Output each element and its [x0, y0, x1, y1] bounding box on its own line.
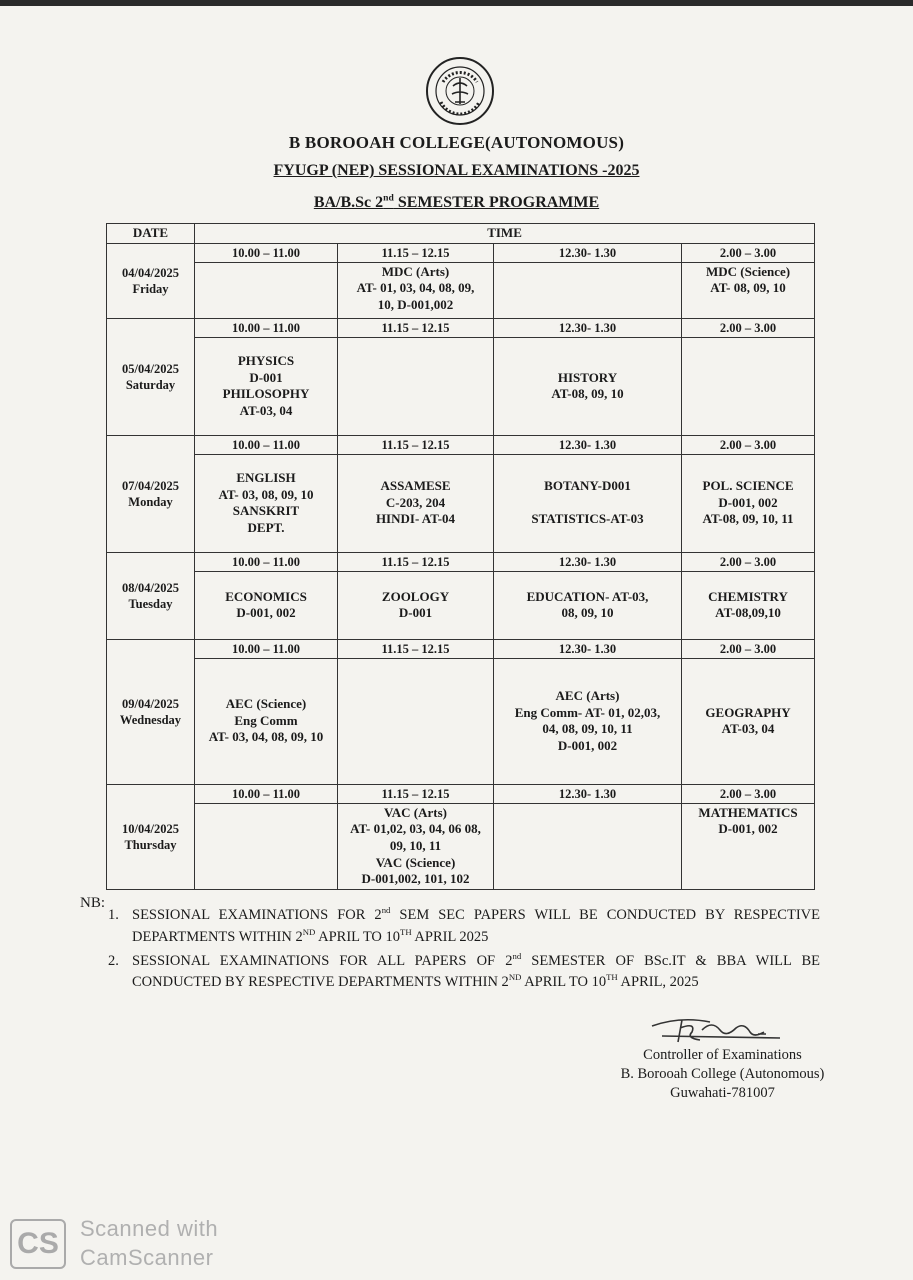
- exam-line: MATHEMATICS: [698, 804, 798, 820]
- exam-slot-cell: [338, 658, 494, 784]
- date-cell: [107, 784, 195, 889]
- note-1: [108, 905, 820, 949]
- exam-date: 05/04/2025: [122, 361, 179, 376]
- college-seal-icon: [425, 56, 495, 126]
- exam-line: ZOOLOGY: [381, 588, 450, 604]
- slot-time: 2.00 – 3.00: [682, 435, 815, 454]
- slot-time: 11.15 – 12.15: [338, 243, 494, 262]
- exam-slot-cell: [338, 454, 494, 552]
- slot-time: 12.30- 1.30: [494, 552, 682, 571]
- exam-line: PHYSICS: [237, 352, 295, 368]
- college-address-line: B. Borooah College (Autonomous): [620, 1065, 825, 1082]
- slot-time: 10.00 – 11.00: [195, 639, 338, 658]
- slot-time: 12.30- 1.30: [494, 318, 682, 337]
- exam-row: [107, 262, 815, 318]
- exam-line: DEPT.: [247, 519, 285, 535]
- exam-line: HISTORY: [557, 369, 618, 385]
- exam-slot-cell: [682, 454, 815, 552]
- exam-date: 04/04/2025: [122, 265, 179, 280]
- exam-line: 10, D-001,002: [377, 296, 454, 312]
- slot-time: 11.15 – 12.15: [338, 552, 494, 571]
- exam-row: [107, 803, 815, 889]
- time-slot-row: [107, 318, 815, 337]
- camscanner-watermark: Scanned with CamScanner: [80, 1216, 219, 1270]
- exam-line: AT- 03, 04, 08, 09, 10: [208, 729, 324, 745]
- exam-line: SANSKRIT: [232, 503, 300, 519]
- exam-day: Wednesday: [119, 712, 182, 727]
- slot-time: 2.00 – 3.00: [682, 243, 815, 262]
- exam-date: 07/04/2025: [122, 478, 179, 493]
- exam-line: VAC (Science): [375, 854, 456, 870]
- exam-slot-cell: [338, 803, 494, 889]
- college-name: B BOROOAH COLLEGE(AUTONOMOUS): [288, 133, 625, 152]
- time-slot-row: [107, 784, 815, 803]
- exam-line: MDC (Science): [705, 263, 791, 279]
- note-2: [108, 951, 820, 995]
- exam-line: D-001,002, 101, 102: [361, 871, 470, 887]
- exam-line: AEC (Science): [225, 696, 307, 712]
- time-slot-row: [107, 552, 815, 571]
- exam-slot-cell: [338, 337, 494, 435]
- slot-time: 12.30- 1.30: [494, 243, 682, 262]
- exam-slot-cell: [682, 658, 815, 784]
- controller-signature-block: [600, 1046, 845, 1103]
- exam-slot-cell: [682, 337, 815, 435]
- slot-time: 10.00 – 11.00: [195, 784, 338, 803]
- exam-line: BOTANY-D001: [544, 478, 631, 494]
- exam-line: PHILOSOPHY: [222, 386, 310, 402]
- exam-row: [107, 337, 815, 435]
- exam-slot-cell: [494, 262, 682, 318]
- exam-slot-cell: [195, 454, 338, 552]
- exam-row: [107, 454, 815, 552]
- exam-date: 09/04/2025: [122, 696, 179, 711]
- date-cell: [107, 243, 195, 318]
- slot-time: 12.30- 1.30: [494, 784, 682, 803]
- exam-line: Eng Comm: [234, 712, 298, 728]
- exam-date: 08/04/2025: [122, 580, 179, 595]
- exam-line: C-203, 204: [385, 494, 446, 510]
- exam-line: D-001, 002: [557, 737, 618, 753]
- notes: [108, 905, 820, 996]
- exam-slot-cell: [195, 262, 338, 318]
- exam-line: EDUCATION- AT-03,: [526, 588, 649, 604]
- exam-line: AT-03, 04: [239, 402, 293, 418]
- exam-day: Thursday: [124, 837, 177, 852]
- slot-time: 2.00 – 3.00: [682, 552, 815, 571]
- exam-line: GEOGRAPHY: [705, 704, 791, 720]
- exam-day: Tuesday: [128, 596, 173, 611]
- exam-slot-cell: [195, 803, 338, 889]
- exam-slot-cell: [338, 262, 494, 318]
- exam-line: D-001, 002: [718, 494, 778, 510]
- exam-line: MDC (Arts): [381, 263, 450, 279]
- exam-line: CHEMISTRY: [708, 588, 788, 604]
- exam-slot-cell: [682, 262, 815, 318]
- time-slot-row: [107, 435, 815, 454]
- exam-line: 04, 08, 09, 10, 11: [542, 721, 633, 737]
- exam-day: Monday: [128, 494, 173, 509]
- exam-slot-cell: [195, 337, 338, 435]
- slot-time: 10.00 – 11.00: [195, 243, 338, 262]
- exam-line: 09, 10, 11: [389, 837, 442, 853]
- slot-time: 12.30- 1.30: [494, 639, 682, 658]
- nb-label: NB:: [80, 895, 106, 911]
- slot-time: 11.15 – 12.15: [338, 318, 494, 337]
- exam-line: VAC (Arts): [384, 804, 447, 820]
- slot-time: 2.00 – 3.00: [682, 318, 815, 337]
- slot-time: 11.15 – 12.15: [338, 435, 494, 454]
- exam-line: HINDI- AT-04: [375, 511, 456, 527]
- exam-slot-cell: [195, 571, 338, 639]
- handwritten-signature-icon: [640, 1008, 790, 1048]
- exam-schedule-table: [106, 223, 815, 890]
- exam-line: POL. SCIENCE: [702, 478, 794, 494]
- exam-slot-cell: [494, 337, 682, 435]
- date-cell: [107, 318, 195, 435]
- exam-line: AT-08,09,10: [715, 605, 781, 621]
- scan-edge: [0, 0, 913, 6]
- slot-time: 10.00 – 11.00: [195, 435, 338, 454]
- exam-day: Friday: [132, 281, 169, 296]
- exam-line: D-001: [249, 369, 283, 385]
- exam-line: 08, 09, 10: [561, 605, 614, 621]
- date-cell: [107, 552, 195, 639]
- exam-day: Saturday: [125, 377, 176, 392]
- slot-time: 12.30- 1.30: [494, 435, 682, 454]
- exam-line: D-001, 002: [236, 605, 296, 621]
- exam-slot-cell: [195, 658, 338, 784]
- city-pin: Guwahati-781007: [670, 1084, 775, 1101]
- time-slot-row: [107, 639, 815, 658]
- slot-time: 2.00 – 3.00: [682, 784, 815, 803]
- time-slot-row: [107, 243, 815, 262]
- note-number: 1.: [108, 907, 119, 923]
- exam-slot-cell: [494, 454, 682, 552]
- controller-title: Controller of Examinations: [643, 1047, 802, 1063]
- exam-line: STATISTICS-AT-03: [531, 511, 644, 527]
- slot-time: 11.15 – 12.15: [338, 639, 494, 658]
- exam-line: Eng Comm- AT- 01, 02,03,: [514, 704, 661, 720]
- camscanner-logo-icon: CS: [10, 1219, 66, 1269]
- exam-line: ASSAMESE: [380, 478, 451, 494]
- slot-time: 10.00 – 11.00: [195, 318, 338, 337]
- note-text: SESSIONAL EXAMINATIONS FOR ALL PAPERS OF 2nd SEMESTER OF BSc.IT & BBA WILL BE CONDUCTED BY RESPECTIVE DEPARTMENTS WITHIN 2ND APRIL TO 10TH APRIL, 2025: [132, 950, 820, 991]
- programme-title: BA/B.Sc 2nd SEMESTER PROGRAMME: [313, 192, 600, 211]
- exam-date: 10/04/2025: [122, 821, 179, 836]
- exam-slot-cell: [682, 571, 815, 639]
- date-cell: [107, 435, 195, 552]
- exam-slot-cell: [338, 571, 494, 639]
- exam-line: [497, 495, 678, 512]
- slot-time: 11.15 – 12.15: [338, 784, 494, 803]
- exam-line: AT-08, 09, 10: [551, 386, 624, 402]
- exam-title: FYUGP (NEP) SESSIONAL EXAMINATIONS -2025: [273, 162, 640, 179]
- exam-line: AEC (Arts): [555, 687, 620, 703]
- table-header-row: [107, 224, 815, 244]
- exam-line: AT- 08, 09, 10: [710, 280, 786, 296]
- slot-time: 10.00 – 11.00: [195, 552, 338, 571]
- exam-line: D-001: [398, 605, 433, 621]
- exam-line: AT-08, 09, 10, 11: [702, 511, 794, 527]
- exam-slot-cell: [494, 803, 682, 889]
- exam-line: ECONOMICS: [225, 588, 307, 604]
- exam-slot-cell: [494, 571, 682, 639]
- exam-line: AT- 01, 03, 04, 08, 09,: [356, 280, 475, 296]
- slot-time: 2.00 – 3.00: [682, 639, 815, 658]
- exam-line: AT- 01,02, 03, 04, 06 08,: [350, 821, 481, 837]
- exam-slot-cell: [682, 803, 815, 889]
- exam-line: ENGLISH: [236, 469, 296, 485]
- note-text: SESSIONAL EXAMINATIONS FOR 2nd SEM SEC PAPERS WILL BE CONDUCTED BY RESPECTIVE DEPARTMENTS WITHIN 2ND APRIL TO 10TH APRIL 2025: [132, 905, 820, 945]
- date-header: DATE: [107, 224, 195, 244]
- exam-row: [107, 658, 815, 784]
- exam-line: D-001, 002: [718, 821, 778, 837]
- note-number: 2.: [108, 952, 119, 969]
- exam-slot-cell: [494, 658, 682, 784]
- exam-line: AT- 03, 08, 09, 10: [218, 486, 314, 502]
- date-cell: [107, 639, 195, 784]
- exam-line: AT-03, 04: [721, 721, 775, 737]
- exam-row: [107, 571, 815, 639]
- time-header: TIME: [195, 224, 815, 244]
